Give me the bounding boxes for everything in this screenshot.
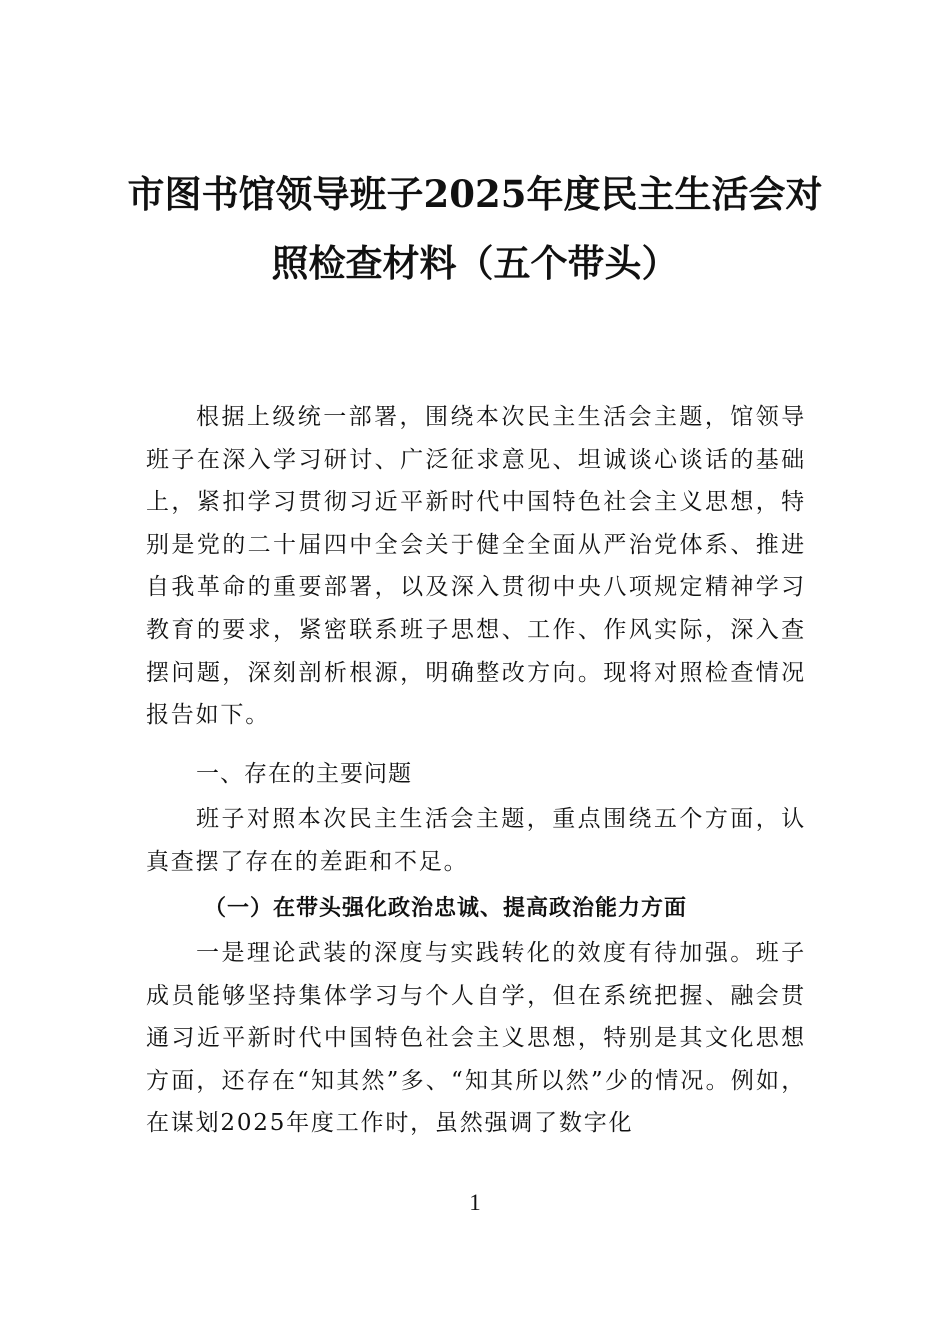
intro-paragraph: 根据上级统一部署，围绕本次民主生活会主题，馆领导班子在深入学习研讨、广泛征求意见、坦诚谈心谈话的基础上，紧扣学习贯彻习近平新时代中国特色社会主义思想，特别是党的二十届四中全会关于健全全面从严治党体系、推进自我革命的重要部署，以及深入贯彻中央八项规定精神学习教育的要求，紧密联系班子思想、工作、作风实际，深入查摆问题，深刻剖析根源，明确整改方向。现将对照检查情况报告如下。 (146, 404, 806, 729)
document-title-line2: 照检查材料（五个带头） (271, 241, 679, 285)
subsection1-heading: （一）在带头强化政治忠诚、提高政治能力方面 (204, 895, 688, 921)
section1-paragraph: 班子对照本次民主生活会主题，重点围绕五个方面，认真查摆了存在的差距和不足。 (146, 806, 806, 875)
subsection1-paragraph: 一是理论武装的深度与实践转化的效度有待加强。班子成员能够坚持集体学习与个人自学，但在系统把握、融会贯通习近平新时代中国特色社会主义思想，特别是其文化思想方面，还存在“知其然”多、“知其所以然”少的情况。例如，在谋划2025年度工作时，虽然强调了数字化 (146, 940, 806, 1137)
page-number: 1 (469, 1190, 481, 1215)
section1-heading: 一、存在的主要问题 (196, 761, 412, 787)
document-title-line1: 市图书馆领导班子2025年度民主生活会对 (127, 172, 823, 216)
